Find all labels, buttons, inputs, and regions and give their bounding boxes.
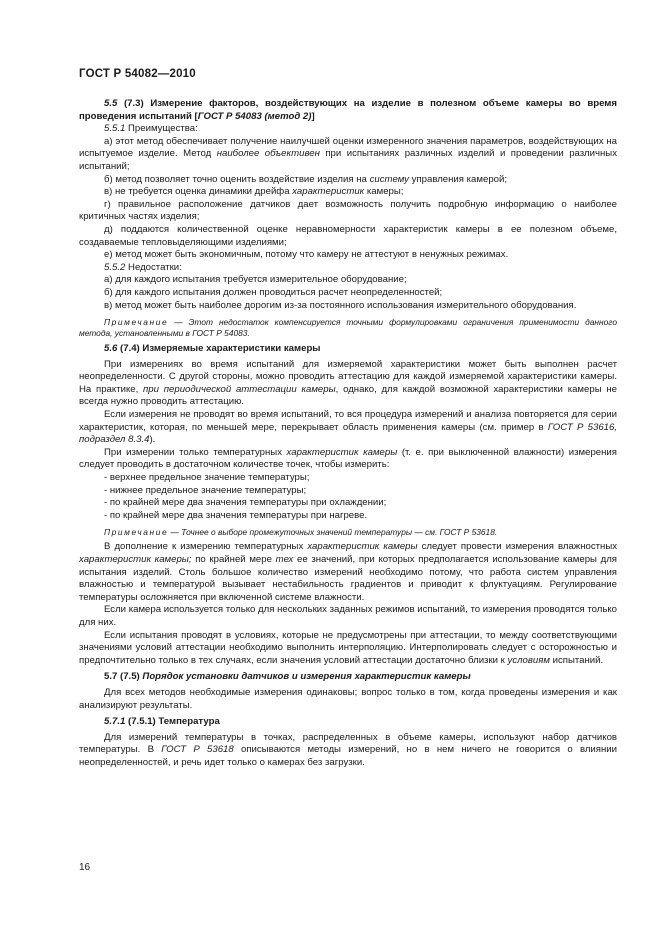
list-item: - нижнее предельное значение температуры; bbox=[104, 484, 307, 496]
paragraph-5-7: Для всех методов необходимые измерения одинаковы; вопрос только в том, когда проведены измерения и как анализируют результаты. bbox=[79, 686, 617, 711]
reference-gost-54083: ГОСТ Р 54083 (метод 2) bbox=[197, 110, 312, 122]
list-item: - по крайней мере два значения температуры при нагреве. bbox=[104, 509, 368, 521]
advantage-b: б) метод позволяет точно оценить воздействие изделия на систему управления камерой; bbox=[104, 173, 508, 185]
advantage-f: е) метод может быть экономичным, потому что камеру не аттестуют в ненужных режимах. bbox=[104, 249, 509, 261]
section-5-6-heading: 5.6 (7.4) Измеряемые характеристики камеры bbox=[104, 343, 321, 355]
paragraph-5-6-6: Если испытания проводят в условиях, которые не предусмотрены при аттестации, то между соответствующими значениями условий аттестации необходимо выполнить интерполяцию. Интерполировать следует с осторожностью и предпочтительно только в тех случаях, если значения условий аттестации достаточно близки к условиям испытаний. bbox=[79, 629, 617, 666]
section-5-7-1-heading: 5.7.1 (7.5.1) Температура bbox=[104, 716, 220, 728]
section-5-5-2-heading: 5.5.2 Недостатки: bbox=[104, 261, 182, 273]
advantage-a: а) этот метод обеспечивает получение наилучшей оценки измеренного значения параметров, воздействующих на испытуемое изделие. Метод наиболее объективен при испытаниях различных изделий и проведении различных испытаний; bbox=[79, 135, 617, 172]
paragraph-5-6-2: Если измерения не проводят во время испытаний, то вся процедура измерений и анализа повторяется для серии характеристик, которая, по меньшей мере, перекрывает область применения камеры (см. пример в ГОСТ Р 53616, подраздел 8.3.4). bbox=[79, 409, 618, 446]
section-5-5-heading: 5.5 (7.3) Измерение факторов, воздействующих на изделие в полезном объеме камеры во время проведения испытаний [ГОСТ Р 54083 (метод 2)] bbox=[79, 98, 617, 122]
section-5-7-heading: 5.7 (7.5) Порядок установки датчиков и измерения характеристик камеры bbox=[104, 671, 471, 683]
note-2: Примечание — Точнее о выборе промежуточных значений температуры — см. ГОСТ Р 53618. bbox=[104, 527, 498, 538]
paragraph-5-6-1: При измерениях во время испытаний для измеряемой характеристики может быть выполнен расчет неопределенности. С другой стороны, можно проводить аттестацию для каждой измеряемой характеристики камеры. На практике, при периодической аттестации камеры, однако, для каждой возможной характеристики камеры не всегда нужно проводить аттестацию. bbox=[79, 358, 617, 408]
disadvantage-b: б) для каждого испытания должен проводиться расчет неопределенностей; bbox=[104, 286, 443, 298]
advantage-e: д) поддаются количественной оценке неравномерности характеристик камеры в ее полезном объеме, создаваемые тепловыделяющими изделиями; bbox=[79, 223, 617, 248]
list-item: - по крайней мере два значения температуры при охлаждении; bbox=[104, 497, 387, 509]
note-1: Примечание — Этот недостаток компенсируется точными формулировками ограничения применимости данного метода, установленными в ГОСТ Р 54083. bbox=[79, 317, 617, 339]
paragraph-5-6-3: При измерении только температурных характеристик камеры (т. е. при выключенной влажности) измерения следует проводить в достаточном количестве точек, чтобы измерить: bbox=[79, 446, 617, 471]
paragraph-5-6-5: Если камера используется только для нескольких заданных режимов испытаний, то измерения проводятся только для них. bbox=[79, 604, 617, 628]
document-header: ГОСТ Р 54082—2010 bbox=[79, 68, 196, 80]
page-number: 16 bbox=[79, 862, 91, 873]
section-5-5-1-heading: 5.5.1 Преимущества: bbox=[104, 123, 198, 135]
disadvantage-c: в) метод может быть наиболее дорогим из-за постоянного использования измерительного оборудования. bbox=[104, 299, 577, 311]
advantage-d: г) правильное расположение датчиков дает возможность получить подробную информацию о наиболее критичных частях изделия; bbox=[79, 198, 617, 223]
list-item: - верхнее предельное значение температуры; bbox=[104, 472, 310, 484]
paragraph-5-7-1: Для измерений температуры в точках, распределенных в объеме камеры, используют набор датчиков температуры. В ГОСТ Р 53618 описываются методы измерений, но в нем ничего не говорится о влиянии неопределенностей, и речь идет только о камерах без загрузки. bbox=[79, 731, 617, 768]
paragraph-5-6-4: В дополнение к измерению температурных характеристик камеры следует провести измерения влажностных характеристик камеры; по крайней мере тех ее значений, при которых предполагается использование камеры для испытания изделий. Столь большое количество измерений необходимо потому, что работа систем управления влажностью и температурой вызывает нестабильность градиентов и приводит к флуктуациям. Регулирование температуры осложняется при включенной системе влажности. bbox=[79, 541, 618, 603]
advantage-c: в) не требуется оценка динамики дрейфа характеристик камеры; bbox=[104, 186, 404, 198]
page-body bbox=[79, 94, 617, 770]
disadvantage-a: а) для каждого испытания требуется измерительное оборудование; bbox=[104, 274, 407, 286]
